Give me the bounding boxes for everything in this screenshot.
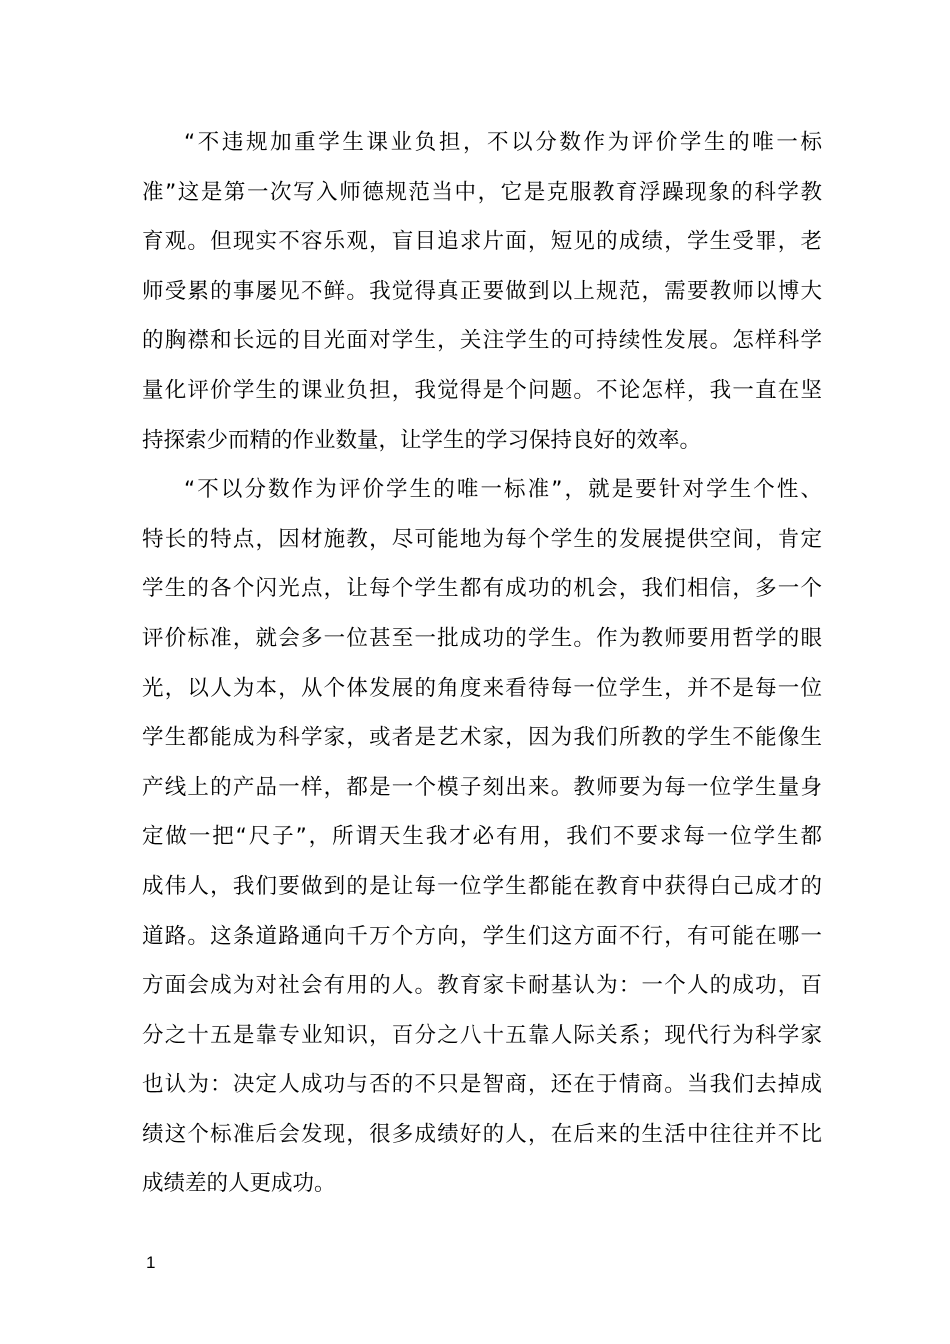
paragraph-line: 光，以人为本，从个体发展的角度来看待每一位学生，并不是每一位 — [142, 675, 822, 701]
paragraph-line: 方面会成为对社会有用的人。教育家卡耐基认为：一个人的成功，百 — [142, 973, 822, 999]
paragraph-line: 道路。这条道路通向千万个方向，学生们这方面不行，有可能在哪一 — [142, 923, 822, 949]
page-number: 1 — [146, 1253, 156, 1272]
paragraph-line: “不违规加重学生课业负担，不以分数作为评价学生的唯一标 — [184, 130, 822, 155]
paragraph-line: 成伟人，我们要做到的是让每一位学生都能在教育中获得白己成才的 — [142, 873, 822, 899]
paragraph-line: 持探索少而精的作业数量，让学生的学习保持良好的效率。 — [142, 427, 702, 453]
paragraph-line: 绩这个标准后会发现，很多成绩好的人，在后来的生活中往往并不比 — [142, 1121, 822, 1147]
paragraph-line: 特长的特点，因材施教，尽可能地为每个学生的发展提供空间，肯定 — [142, 526, 822, 552]
paragraph-line: 学生的各个闪光点，让每个学生都有成功的机会，我们相信，多一个 — [142, 576, 822, 602]
paragraph-line: 学生都能成为科学家，或者是艺术家，因为我们所教的学生不能像生 — [142, 725, 822, 751]
paragraph-1 — [142, 118, 822, 465]
paragraph-line: 育观。但现实不容乐观，盲目追求片面，短见的成绩，学生受罪，老 — [142, 229, 822, 255]
paragraph-line: 定做一把“尺子”，所谓天生我才必有用，我们不要求每一位学生都 — [142, 824, 822, 850]
paragraph-line: 评价标准，就会多一位甚至一批成功的学生。作为教师要用哲学的眼 — [142, 625, 822, 651]
paragraph-line: 也认为：决定人成功与否的不只是智商，还在于情商。当我们去掉成 — [142, 1072, 822, 1098]
paragraph-line: 量化评价学生的课业负担，我觉得是个问题。不论怎样，我一直在坚 — [142, 377, 822, 403]
paragraph-line: 产线上的产品一样，都是一个模子刻出来。教师要为每一位学生量身 — [142, 774, 822, 800]
paragraph-2 — [142, 465, 822, 1209]
paragraph-line: 成绩差的人更成功。 — [142, 1171, 336, 1197]
paragraph-line: 的胸襟和长远的目光面对学生，关注学生的可持续性发展。怎样科学 — [142, 328, 822, 354]
document-body — [142, 118, 822, 1209]
paragraph-line: “不以分数作为评价学生的唯一标准”，就是要针对学生个性、 — [184, 477, 822, 503]
paragraph-line: 分之十五是靠专业知识，百分之八十五靠人际关系；现代行为科学家 — [142, 1022, 822, 1048]
paragraph-line: 准”这是第一次写入师德规范当中，它是克服教育浮躁现象的科学教 — [142, 179, 822, 205]
paragraph-line: 师受累的事屡见不鲜。我觉得真正要做到以上规范，需要教师以博大 — [142, 278, 822, 304]
